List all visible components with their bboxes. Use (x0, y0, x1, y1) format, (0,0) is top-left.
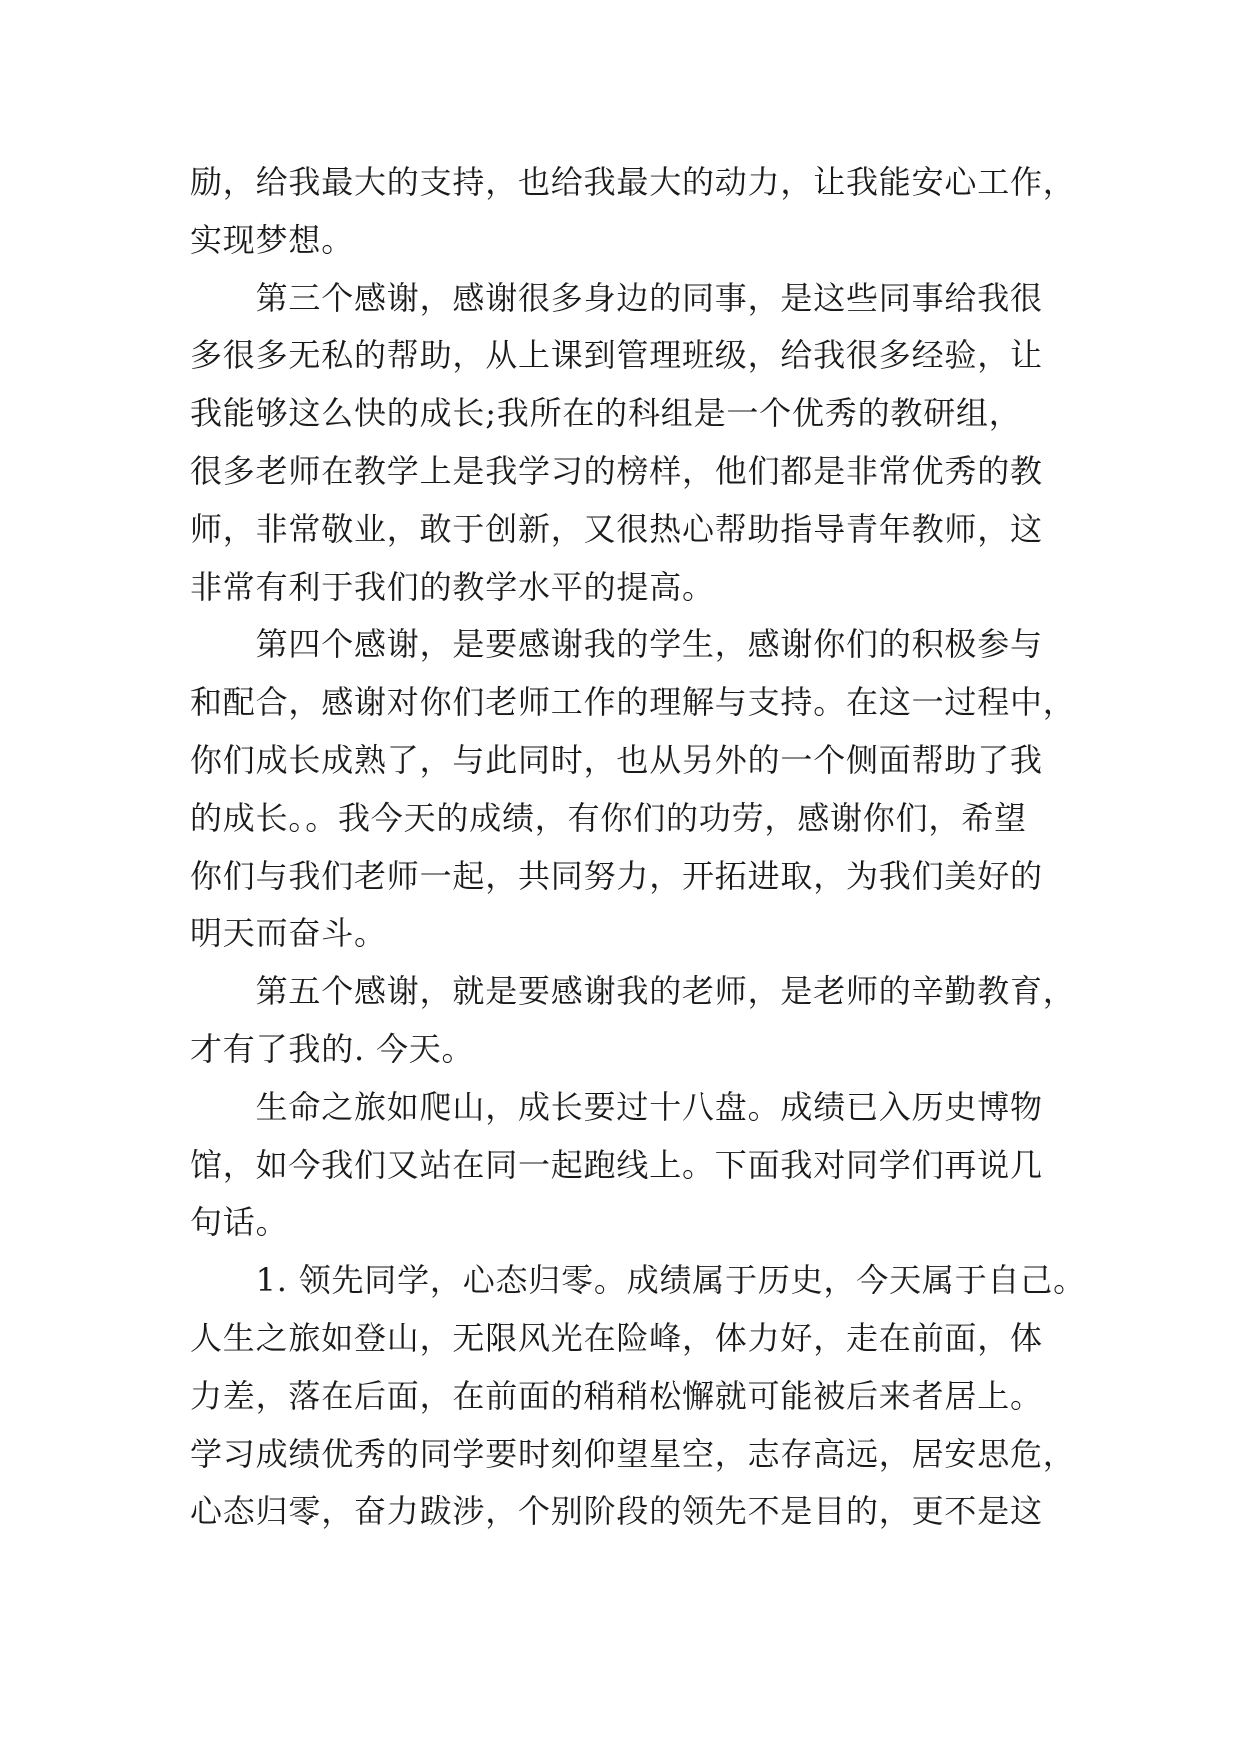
body-text (190, 154, 1086, 1541)
text-line: 我能够这么快的成长;我所在的科组是一个优秀的教研组， (190, 394, 1022, 433)
text-line: 学习成绩优秀的同学要时刻仰望星空，志存高远，居安思危， (190, 1434, 1076, 1473)
text-line: 1. 领先同学，心态归零。成绩属于历史，今天属于自己。 (190, 1261, 1086, 1300)
text-line: 才有了我的. 今天。 (190, 1029, 475, 1068)
text-line: 和配合，感谢对你们老师工作的理解与支持。在这一过程中， (190, 683, 1076, 722)
text-line: 第四个感谢，是要感谢我的学生，感谢你们的积极参与 (190, 625, 1043, 664)
text-line: 很多老师在教学上是我学习的榜样，他们都是非常优秀的教 (190, 451, 1043, 490)
text-line: 的成长。。我今天的成绩，有你们的功劳，感谢你们，希望 (190, 798, 1027, 837)
text-line: 励，给我最大的支持，也给我最大的动力，让我能安心工作， (190, 163, 1076, 201)
text-line: 心态归零，奋力跋涉，个别阶段的领先不是目的，更不是这 (190, 1492, 1043, 1531)
text-line: 馆，如今我们又站在同一起跑线上。下面我对同学们再说几 (190, 1145, 1043, 1184)
text-line: 你们成长成熟了，与此同时，也从另外的一个侧面帮助了我 (190, 740, 1043, 779)
text-line: 实现梦想。 (190, 220, 355, 259)
text-line: 句话。 (190, 1203, 289, 1242)
text-line: 多很多无私的帮助，从上课到管理班级，给我很多经验，让 (190, 336, 1043, 375)
text-line: 非常有利于我们的教学水平的提高。 (190, 567, 715, 606)
text-line: 第三个感谢，感谢很多身边的同事，是这些同事给我很 (190, 278, 1043, 317)
text-line: 力差，落在后面，在前面的稍稍松懈就可能被后来者居上。 (190, 1376, 1043, 1415)
text-line: 师，非常敬业，敢于创新，又很热心帮助指导青年教师，这 (190, 509, 1043, 548)
text-line: 生命之旅如爬山，成长要过十八盘。成绩已入历史博物 (190, 1087, 1043, 1126)
text-line: 明天而奋斗。 (190, 914, 387, 953)
text-line: 你们与我们老师一起，共同努力，开拓进取，为我们美好的 (190, 856, 1043, 895)
text-line: 人生之旅如登山，无限风光在险峰，体力好，走在前面，体 (190, 1318, 1043, 1357)
text-line: 第五个感谢，就是要感谢我的老师，是老师的辛勤教育， (190, 972, 1076, 1011)
